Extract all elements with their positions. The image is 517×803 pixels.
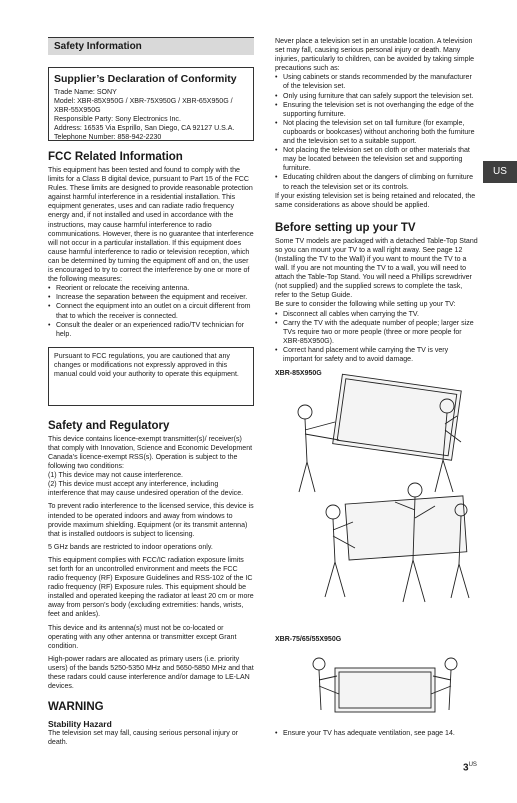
supplier-line: Telephone Number: 858-942-2230 [54, 134, 162, 142]
left-column [48, 0, 254, 747]
page-number [463, 762, 477, 773]
page-number-value: 3 [463, 762, 469, 774]
model-label-75-65-55: XBR-75/65/55X950G [275, 636, 342, 643]
regulatory-paragraph: 5 GHz bands are restricted to indoor operations only. [48, 543, 213, 551]
regulatory-condition: (2) This device must accept any interference, including interference that may cause undesired operation of the device. [48, 481, 244, 498]
region-tab: US [483, 161, 517, 183]
setup-bullet: • Carry the TV with the adequate number of people; larger size TVs require two or more people (three or more people for XBR-85X950G). [275, 319, 478, 346]
safety-regulatory-heading: Safety and Regulatory [48, 419, 170, 432]
regulatory-paragraph: High-power radars are allocated as primary users (i.e. priority users) of the bands 5250-5350 MHz and 5650-5850 MHz and that these radars could cause interference and/or damage to LE-LAN devices. [48, 655, 254, 691]
stability-bullet: • Not placing the television set on tall furniture (for example, cupboards or bookcases) without anchoring both the furniture and the television set to a suitable support. [275, 119, 478, 146]
stability-bullet: • Using cabinets or stands recommended by the manufacturer of the television set. [275, 73, 478, 91]
fcc-notice-text: Pursuant to FCC regulations, you are cautioned that any changes or modifications not expressly approved in this manual could void your authority to operate this equipment. [54, 352, 239, 378]
fcc-bullet: • Connect the equipment into an outlet on a circuit different from that to which the receiver is connected. [48, 302, 254, 320]
carry-tv-illustration [275, 372, 475, 612]
stability-bullet: • Not placing the television set on cloth or other materials that may be located between the television set and supporting furniture. [275, 146, 478, 173]
stability-hazard-heading: Stability Hazard [48, 719, 112, 730]
stability-bullet: • Only using furniture that can safely support the television set. [275, 92, 478, 101]
warning-heading: WARNING [48, 701, 104, 714]
safety-information-banner: Safety Information [48, 37, 254, 55]
stability-bullet: • Educating children about the dangers of climbing on furniture to reach the television set or its controls. [275, 173, 478, 191]
setup-bullet: • Disconnect all cables when carrying the TV. [275, 310, 478, 319]
supplier-line: Model: XBR-85X950G / XBR-75X950G / XBR-65X950G / XBR-55X950G [54, 98, 233, 115]
supplier-line: Address: 16535 Via Esprillo, San Diego, CA 92127 U.S.A. [54, 125, 235, 133]
before-setup-consider: Be sure to consider the following while setting up your TV: [275, 301, 456, 309]
supplier-line: Responsible Party: Sony Electronics Inc. [54, 116, 181, 124]
stability-bullet: • Ensuring the television set is not overhanging the edge of the supporting furniture. [275, 101, 478, 119]
fcc-bullet: • Reorient or relocate the receiving antenna. [48, 284, 254, 293]
retained-note: If your existing television set is being retained and relocated, the same considerations as above should be applied. [275, 192, 476, 209]
fcc-bullet: • Consult the dealer or an experienced radio/TV technician for help. [48, 321, 254, 339]
stability-intro: Never place a television set in an unstable location. A television set may fall, causing serious personal injury or death. Many injuries, particularly to children, can be avoided by taking simple precautions such as: [275, 38, 474, 73]
setup-bullet: • Correct hand placement while carrying the TV is very important for safety and to avoid damage. [275, 346, 478, 364]
fcc-notice-box [48, 347, 254, 406]
regulatory-paragraph: This equipment complies with FCC/IC radiation exposure limits set forth for an uncontrolled environment and meets the FCC radio frequency (RF) Exposure Guidelines and RSS-102 of the IC radio frequency (RF) Exposure rules. This equipment should be installed and operated keeping the radiator at least 20 cm or more away from person’s body (excluding extremities: hands, wrists, feet and ankles). [48, 556, 254, 619]
ventilation-bullet: • Ensure your TV has adequate ventilation, see page 14. [275, 729, 486, 738]
regulatory-paragraph: To prevent radio interference to the licensed service, this device is intended to be operated indoors and away from windows to provide maximum shielding. Equipment (or its transmit antenna) that is installed outdoors is subject to licensing. [48, 503, 254, 538]
right-column [275, 0, 478, 378]
before-setup-paragraph: Some TV models are packaged with a detached Table-Top Stand so you can mount your TV to a wall right away. See page 12 (Installing the TV to the Wall) if you want to mount the TV to a wall. If you are not mounting the TV to a wall, you will need to attach the Table-Top Stand. You will need a Phillips screwdriver (not supplied) and the supplied screws to complete the task, refer to the Setup Guide. [275, 237, 478, 300]
fcc-paragraph: This equipment has been tested and found to comply with the limits for a Class B digital device, pursuant to Part 15 of the FCC Rules. These limits are designed to provide reasonable protection against harmful interference in a residential installation. This equipment generates, uses and can radiate radio frequency energy and, if not installed and used in accordance with the instructions, may cause harmful interference to radio communications. However, there is no guarantee that interference will not occur in a particular installation. If this equipment does cause harmful interference to radio or television reception, which can be determined by turning the equipment off and on, the user is encouraged to try to correct the interference by one or more of the following measures: [48, 167, 254, 284]
supplier-declaration-title: Supplier’s Declaration of Conformity [54, 73, 237, 85]
before-setup-heading: Before setting up your TV [275, 221, 416, 234]
page-number-suffix: US [468, 762, 477, 768]
regulatory-paragraph: This device and its antenna(s) must not be co-located or operating with any other antenna or transmitter except Grant condition. [48, 624, 237, 650]
model-label-85: XBR-85X950G [275, 370, 322, 378]
stability-hazard-text: The television set may fall, causing serious personal injury or death. [48, 730, 238, 747]
regulatory-condition: (1) This device may not cause interference. [48, 472, 183, 480]
regulatory-paragraph: This device contains licence-exempt transmitter(s)/ receiver(s) that comply with Innovation, Science and Economic Development Canada’s licence-exempt RSS(s). Operation is subject to the following two conditions: [48, 435, 253, 471]
fcc-heading: FCC Related Information [48, 151, 183, 163]
carry-tv-small-illustration [275, 650, 475, 722]
fcc-bullet: • Increase the separation between the equipment and receiver. [48, 293, 254, 302]
supplier-declaration-box [48, 67, 254, 141]
supplier-line: Trade Name: SONY [54, 89, 117, 96]
